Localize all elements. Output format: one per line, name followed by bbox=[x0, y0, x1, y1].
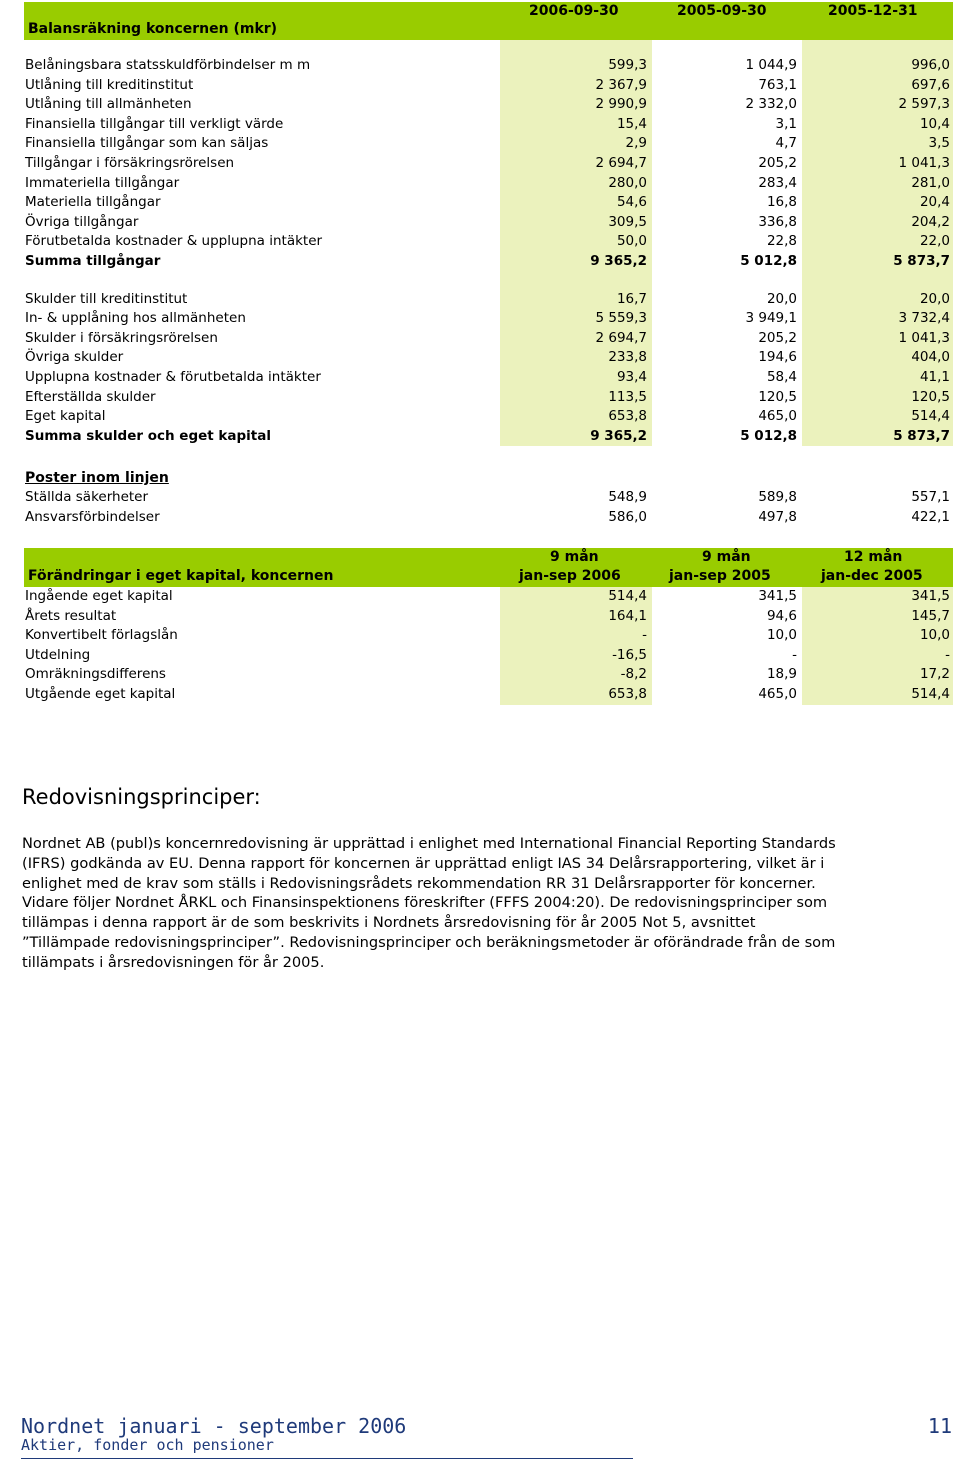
cell-value: 497,8 bbox=[758, 508, 797, 525]
principles-line: tillämpats i årsredovisningen för år 2005. bbox=[22, 953, 325, 971]
table-row bbox=[24, 174, 953, 194]
table-row bbox=[24, 488, 953, 508]
footer-subtitle: Aktier, fonder och pensioner bbox=[21, 1436, 274, 1454]
table-row bbox=[24, 368, 953, 388]
cell-value: 194,6 bbox=[758, 349, 797, 366]
cell-value: 281,0 bbox=[802, 174, 953, 194]
cell-value: 465,0 bbox=[758, 685, 797, 702]
cell-value: 3 949,1 bbox=[745, 310, 797, 327]
cell-value: 422,1 bbox=[911, 508, 950, 525]
row-label: Materiella tillgångar bbox=[25, 194, 161, 211]
page-number: 11 bbox=[927, 1414, 952, 1438]
table-row bbox=[24, 154, 953, 174]
cell-value: 10,0 bbox=[766, 627, 797, 644]
cell-value: 204,2 bbox=[802, 213, 953, 233]
cell-value: 280,0 bbox=[500, 174, 652, 194]
cell-value: 763,1 bbox=[758, 76, 797, 93]
principles-line: tillämpas i denna rapport är de som beskrivits i Nordnets årsredovisning för år 2005 Not 5, avsnittet bbox=[22, 914, 756, 932]
row-label: Immateriella tillgångar bbox=[25, 174, 180, 191]
row-label: Ansvarsförbindelser bbox=[25, 508, 160, 525]
cell-value: 996,0 bbox=[802, 56, 953, 76]
poster-rows bbox=[24, 488, 953, 527]
cell-value: 17,2 bbox=[802, 665, 953, 685]
balance-col-3: 2005-12-31 bbox=[828, 3, 918, 19]
table-row bbox=[24, 348, 953, 368]
cell-value: 54,6 bbox=[500, 193, 652, 213]
cell-value: 2 332,0 bbox=[745, 96, 797, 113]
balance-table bbox=[24, 40, 953, 446]
row-label: Efterställda skulder bbox=[25, 388, 156, 405]
cell-value: 697,6 bbox=[802, 76, 953, 96]
cell-value: 16,8 bbox=[766, 194, 797, 211]
row-label: Upplupna kostnader & förutbetalda intäkter bbox=[25, 368, 321, 385]
equity-title: Förändringar i eget kapital, koncernen bbox=[28, 568, 334, 584]
row-label: Belåningsbara statsskuldförbindelser m m bbox=[25, 57, 311, 73]
cell-value: - bbox=[500, 626, 652, 646]
cell-value: 22,8 bbox=[766, 233, 797, 250]
cell-value: 2 694,7 bbox=[500, 154, 652, 174]
cell-value: 653,8 bbox=[500, 685, 652, 705]
table-row bbox=[24, 193, 953, 213]
liabilities-rows bbox=[24, 290, 953, 427]
cell-value: 309,5 bbox=[500, 213, 652, 233]
cell-value: 16,7 bbox=[500, 290, 652, 310]
cell-value: 548,9 bbox=[608, 489, 647, 505]
principles-line: ”Tillämpade redovisningsprinciper”. Redovisningsprinciper och beräkningsmetoder är oförändrade från de som bbox=[22, 933, 836, 951]
cell-value: 557,1 bbox=[911, 489, 950, 505]
cell-value: - bbox=[802, 646, 953, 666]
row-label: Utlåning till kreditinstitut bbox=[25, 76, 194, 93]
cell-value: - bbox=[792, 646, 797, 663]
cell-value: 2 990,9 bbox=[500, 95, 652, 115]
principles-line: Nordnet AB (publ)s koncernredovisning är upprättad i enlighet med International Financial Reporting Standards bbox=[22, 835, 836, 852]
footer-title: Nordnet januari - september 2006 bbox=[21, 1414, 407, 1438]
row-label: Årets resultat bbox=[25, 607, 117, 624]
cell-value: 5 559,3 bbox=[500, 309, 652, 329]
spacer-row bbox=[24, 40, 953, 56]
row-label: Finansiella tillgångar till verkligt värde bbox=[25, 115, 284, 132]
row-label: Eget kapital bbox=[25, 408, 106, 425]
row-label: Konvertibelt förlagslån bbox=[25, 627, 178, 644]
cell-value: 1 041,3 bbox=[802, 154, 953, 174]
row-label: Utgående eget kapital bbox=[25, 685, 176, 702]
cell-value: 3,1 bbox=[775, 115, 797, 132]
cell-value: 9 365,2 bbox=[500, 427, 652, 447]
row-label: Ställda säkerheter bbox=[25, 489, 149, 505]
balance-title: Balansräkning koncernen (mkr) bbox=[28, 21, 278, 37]
liabilities-total-row bbox=[24, 427, 953, 447]
table-row bbox=[24, 290, 953, 310]
cell-value: 514,4 bbox=[802, 685, 953, 705]
cell-value: 514,4 bbox=[802, 407, 953, 427]
equity-col-1-bottom: jan-sep 2006 bbox=[519, 568, 621, 584]
balance-header bbox=[24, 2, 953, 40]
row-label: Övriga tillgångar bbox=[25, 213, 139, 230]
cell-value: 586,0 bbox=[608, 508, 647, 525]
cell-value: 18,9 bbox=[766, 666, 797, 683]
cell-value: 4,7 bbox=[775, 135, 797, 152]
cell-value: 336,8 bbox=[758, 213, 797, 230]
table-row bbox=[24, 329, 953, 349]
cell-value: 1 041,3 bbox=[802, 329, 953, 349]
cell-value: 653,8 bbox=[500, 407, 652, 427]
cell-value: 5 873,7 bbox=[802, 427, 953, 447]
row-label: Utlåning till allmänheten bbox=[25, 96, 192, 113]
principles-title: Redovisningsprinciper: bbox=[22, 785, 261, 809]
principles-text bbox=[22, 834, 952, 973]
cell-value: 164,1 bbox=[500, 607, 652, 627]
table-row bbox=[24, 232, 953, 252]
cell-value: 404,0 bbox=[802, 348, 953, 368]
cell-value: 5 012,8 bbox=[740, 427, 797, 444]
assets-total-row bbox=[24, 252, 953, 272]
balance-col-1: 2006-09-30 bbox=[529, 3, 619, 19]
footer-divider bbox=[21, 1458, 633, 1459]
table-row bbox=[24, 587, 953, 607]
table-row bbox=[24, 388, 953, 408]
equity-col-2-top: 9 mån bbox=[702, 549, 751, 565]
cell-value: 145,7 bbox=[802, 607, 953, 627]
row-label: Summa skulder och eget kapital bbox=[25, 427, 271, 444]
cell-value: 20,4 bbox=[802, 193, 953, 213]
spacer-row bbox=[24, 272, 953, 290]
cell-value: 205,2 bbox=[758, 154, 797, 171]
cell-value: 514,4 bbox=[500, 587, 652, 607]
row-label: Utdelning bbox=[25, 646, 91, 663]
cell-value: 20,0 bbox=[802, 290, 953, 310]
cell-value: 5 873,7 bbox=[802, 252, 953, 272]
cell-value: 2 597,3 bbox=[802, 95, 953, 115]
cell-value: 341,5 bbox=[802, 587, 953, 607]
cell-value: 205,2 bbox=[758, 329, 797, 346]
cell-value: 10,4 bbox=[802, 115, 953, 135]
equity-rows bbox=[24, 587, 953, 705]
cell-value: -8,2 bbox=[500, 665, 652, 685]
cell-value: 2,9 bbox=[500, 134, 652, 154]
table-row bbox=[24, 115, 953, 135]
cell-value: 5 012,8 bbox=[740, 252, 797, 269]
cell-value: 94,6 bbox=[766, 607, 797, 624]
row-label: Finansiella tillgångar som kan säljas bbox=[25, 135, 269, 152]
cell-value: 3,5 bbox=[802, 134, 953, 154]
poster-table bbox=[24, 488, 953, 527]
equity-col-2-bottom: jan-sep 2005 bbox=[669, 568, 771, 584]
cell-value: 341,5 bbox=[758, 588, 797, 604]
cell-value: 2 367,9 bbox=[500, 76, 652, 96]
row-label: Förutbetalda kostnader & upplupna intäkter bbox=[25, 233, 323, 250]
cell-value: 93,4 bbox=[500, 368, 652, 388]
equity-col-3-top: 12 mån bbox=[844, 549, 903, 565]
principles-line: enlighet med de krav som ställs i Redovisningsrådets rekommendation RR 31 Delårsrapporter för koncerner. bbox=[22, 874, 816, 892]
cell-value: 41,1 bbox=[802, 368, 953, 388]
table-row bbox=[24, 309, 953, 329]
table-row bbox=[24, 646, 953, 666]
cell-value: 58,4 bbox=[766, 368, 797, 385]
cell-value: 22,0 bbox=[802, 232, 953, 252]
balance-col-2: 2005-09-30 bbox=[677, 3, 767, 19]
cell-value: 2 694,7 bbox=[500, 329, 652, 349]
row-label: In- & upplåning hos allmänheten bbox=[25, 310, 246, 327]
cell-value: 589,8 bbox=[758, 489, 797, 505]
row-label: Summa tillgångar bbox=[25, 252, 161, 269]
assets-rows bbox=[24, 56, 953, 252]
table-row bbox=[24, 56, 953, 76]
table-row bbox=[24, 685, 953, 705]
principles-line: (IFRS) godkända av EU. Denna rapport för koncernen är upprättad enligt IAS 34 Delårsrapportering, vilket är i bbox=[22, 854, 825, 872]
cell-value: 1 044,9 bbox=[745, 57, 797, 73]
cell-value: 283,4 bbox=[758, 174, 797, 191]
poster-title: Poster inom linjen bbox=[25, 470, 169, 486]
equity-header bbox=[24, 548, 953, 587]
cell-value: -16,5 bbox=[500, 646, 652, 666]
cell-value: 50,0 bbox=[500, 232, 652, 252]
table-row bbox=[24, 95, 953, 115]
cell-value: 599,3 bbox=[500, 56, 652, 76]
equity-col-3-bottom: jan-dec 2005 bbox=[821, 568, 923, 584]
row-label: Skulder i försäkringsrörelsen bbox=[25, 329, 218, 346]
table-row bbox=[24, 665, 953, 685]
row-label: Omräkningsdifferens bbox=[25, 666, 166, 683]
table-row bbox=[24, 213, 953, 233]
row-label: Övriga skulder bbox=[25, 349, 124, 366]
cell-value: 120,5 bbox=[758, 388, 797, 405]
cell-value: 233,8 bbox=[500, 348, 652, 368]
cell-value: 15,4 bbox=[500, 115, 652, 135]
table-row bbox=[24, 607, 953, 627]
cell-value: 9 365,2 bbox=[500, 252, 652, 272]
cell-value: 113,5 bbox=[500, 388, 652, 408]
equity-col-1-top: 9 mån bbox=[550, 549, 599, 565]
table-row bbox=[24, 508, 953, 528]
principles-line: Vidare följer Nordnet ÅRKL och Finansinspektionens föreskrifter (FFFS 2004:20). De redovisningsprinciper som bbox=[22, 894, 828, 912]
equity-table bbox=[24, 587, 953, 705]
cell-value: 465,0 bbox=[758, 408, 797, 425]
cell-value: 20,0 bbox=[766, 290, 797, 307]
table-row bbox=[24, 407, 953, 427]
cell-value: 10,0 bbox=[802, 626, 953, 646]
table-row bbox=[24, 626, 953, 646]
table-row bbox=[24, 76, 953, 96]
table-row bbox=[24, 134, 953, 154]
row-label: Ingående eget kapital bbox=[25, 588, 173, 604]
cell-value: 120,5 bbox=[802, 388, 953, 408]
cell-value: 3 732,4 bbox=[802, 309, 953, 329]
row-label: Skulder till kreditinstitut bbox=[25, 290, 188, 307]
row-label: Tillgångar i försäkringsrörelsen bbox=[25, 154, 235, 171]
